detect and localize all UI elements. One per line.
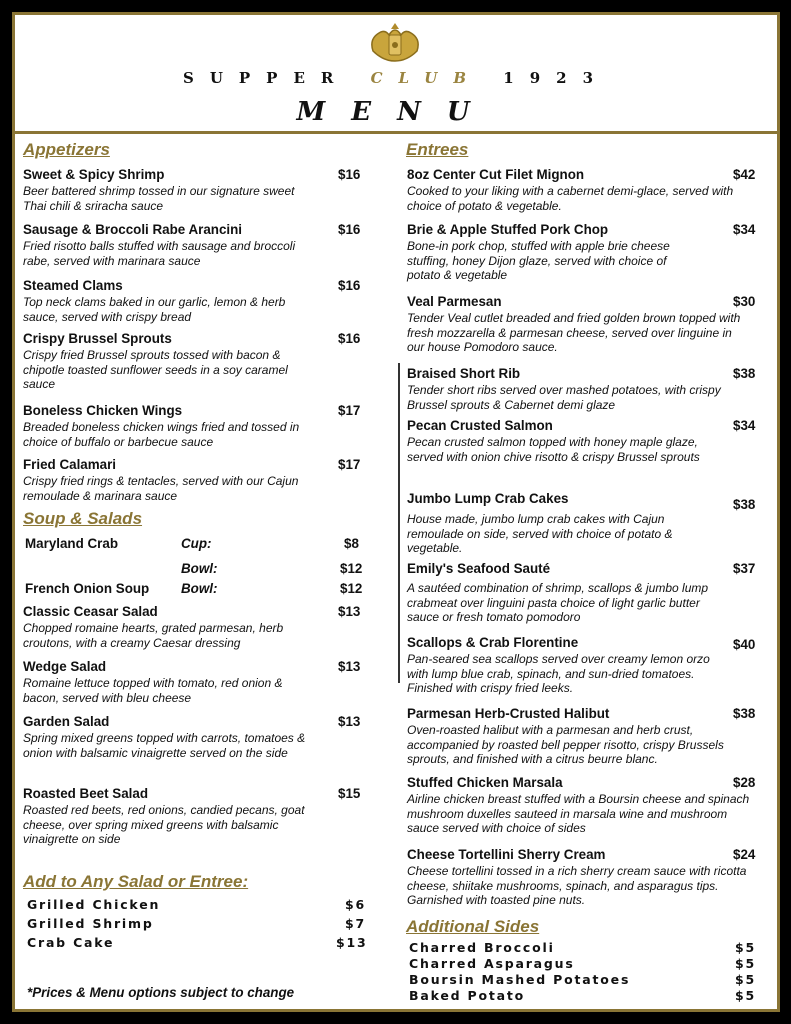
menu-item [407,775,765,836]
maryland-crab-name: Maryland Crab [25,536,119,551]
item-name: Fried Calamari [23,457,117,472]
side-price: $5 [735,956,756,971]
item-desc: Cooked to your liking with a cabernet demi-glace, served with choice of potato & vegetable. [407,184,734,213]
addon-price: $13 [336,935,368,950]
item-price: $16 [338,167,361,182]
menu-item [407,561,765,625]
item-name: Pecan Crusted Salmon [407,418,553,433]
item-desc: Fried risotto balls stuffed with sausage and broccoli rabe, served with marinara sauce [23,239,296,268]
menu-item [23,222,368,268]
item-price: $15 [338,786,361,801]
item-desc: House made, jumbo lump crab cakes with Cajun remoulade on side, served with choice of potato & vegetable. [407,512,673,555]
item-desc: A sautéed combination of shrimp, scallops & jumbo lump crabmeat over linguini pasta choice of light garlic butter sauce or fresh tomato pomodoro [407,581,709,624]
side-name: Baked Potato [409,988,526,1003]
side-name: Charred Broccoli [409,940,555,955]
item-name: Stuffed Chicken Marsala [407,775,563,790]
menu-item [407,706,765,767]
item-name: Steamed Clams [23,278,123,293]
item-price: $34 [733,418,756,433]
item-desc: Roasted red beets, red onions, candied pecans, goat cheese, over spring mixed greens with balsamic vinaigrette on side [23,803,305,846]
item-name: Cheese Tortellini Sherry Cream [407,847,606,862]
item-price: $40 [733,637,756,652]
menu-item [407,167,765,213]
menu-item [23,457,368,503]
menu-item [407,847,765,908]
item-desc: Oven-roasted halibut with a parmesan and herb crust, accompanied by roasted bell pepper risotto, crispy Brussels sprouts, and finished with a citrus beurre blanc. [407,723,724,766]
menu-item [23,278,368,324]
sides-heading: Additional Sides [406,917,540,936]
menu-item [23,659,368,705]
onion-bowl-label: Bowl: [181,581,218,596]
addon-name: Crab Cake [27,935,115,950]
addon-price: $7 [345,916,366,931]
menu-item [407,366,765,412]
menu-item [407,418,765,464]
addon-name: Grilled Chicken [27,897,161,912]
item-name: Brie & Apple Stuffed Pork Chop [407,222,609,237]
item-name: Sweet & Spicy Shrimp [23,167,165,182]
menu-page [12,12,780,1012]
item-price: $38 [733,497,756,512]
item-name: Crispy Brussel Sprouts [23,331,172,346]
column-divider [398,363,400,683]
brand-club: CLUB [370,69,483,87]
item-name: 8oz Center Cut Filet Mignon [407,167,585,182]
menu-item [407,222,765,283]
brand-year: 1923 [503,69,610,87]
brand-line [15,69,777,87]
item-price: $13 [338,604,361,619]
item-name: Sausage & Broccoli Rabe Arancini [23,222,243,237]
item-name: Parmesan Herb-Crusted Halibut [407,706,610,721]
menu-item [407,294,765,355]
brand-supper: SUPPER [182,69,350,87]
item-desc: Pan-seared sea scallops served over creamy lemon orzo with lump blue crab, spinach, and sun-dried tomatoes. Finished with crispy fried leeks. [407,652,710,695]
cup-price: $8 [344,536,359,551]
item-desc: Spring mixed greens topped with carrots, tomatoes & onion with balsamic vinaigrette served on the side [23,731,306,760]
item-desc: Beer battered shrimp tossed in our signature sweet Thai chili & sriracha sauce [23,184,295,213]
item-price: $16 [338,222,361,237]
item-price: $16 [338,278,361,293]
item-name: Garden Salad [23,714,110,729]
side-name: Charred Asparagus [409,956,575,971]
item-price: $34 [733,222,756,237]
header-rule [15,131,777,134]
addon-price: $6 [345,897,366,912]
menu-item [407,635,765,696]
bowl-price: $12 [340,561,363,576]
item-price: $38 [733,706,756,721]
side-price: $5 [735,940,756,955]
item-name: Jumbo Lump Crab Cakes [407,491,569,506]
bowl-label: Bowl: [181,561,218,576]
item-name: Boneless Chicken Wings [23,403,183,418]
item-price: $13 [338,659,361,674]
menu-item [23,714,368,760]
onion-bowl-price: $12 [340,581,363,596]
item-price: $16 [338,331,361,346]
menu-item [407,491,765,556]
item-desc: Crispy fried Brussel sprouts tossed with bacon & chipotle toasted sunflower seeds in a soy caramel sauce [23,348,288,391]
item-price: $42 [733,167,756,182]
item-price: $38 [733,366,756,381]
side-price: $5 [735,972,756,987]
menu-item [23,167,368,213]
menu-item [23,786,368,847]
item-desc: Tender short ribs served over mashed potatoes, with crispy Brussel sprouts & Cabernet demi glaze [407,383,721,412]
item-desc: Tender Veal cutlet breaded and fried golden brown topped with fresh mozzarella & parmesan cheese, served over linguine in our house Pomodoro sauce. [407,311,741,354]
item-price: $17 [338,403,361,418]
item-name: Scallops & Crab Florentine [407,635,579,650]
soups-heading: Soup & Salads [23,509,143,528]
menu-item [23,403,368,449]
item-price: $30 [733,294,756,309]
item-name: Braised Short Rib [407,366,521,381]
item-desc: Chopped romaine hearts, grated parmesan, herb croutons, with a creamy Caesar dressing [23,621,284,650]
appetizers-heading: Appetizers [23,140,110,159]
item-name: Wedge Salad [23,659,107,674]
crest-logo-icon [367,21,423,65]
item-desc: Romaine lettuce topped with tomato, red onion & bacon, served with bleu cheese [23,676,283,705]
side-name: Boursin Mashed Potatoes [409,972,631,987]
item-desc: Airline chicken breast stuffed with a Boursin cheese and spinach mushroom duxelles sauteed in marsala wine and mushroom sauce served with choice of sides [407,792,750,835]
menu-item [23,331,368,392]
disclaimer-note: *Prices & Menu options subject to change [27,985,295,1000]
item-desc: Breaded boneless chicken wings fried and tossed in choice of buffalo or barbecue sauce [23,420,300,449]
item-price: $13 [338,714,361,729]
item-desc: Crispy fried rings & tentacles, served with our Cajun remoulade & marinara sauce [23,474,299,503]
item-price: $24 [733,847,756,862]
addon-name: Grilled Shrimp [27,916,154,931]
page-title: MENU [296,97,496,127]
item-name: Roasted Beet Salad [23,786,149,801]
onion-soup-name: French Onion Soup [25,581,150,596]
cup-label: Cup: [181,536,212,551]
addons-heading: Add to Any Salad or Entree: [23,872,249,891]
item-desc: Top neck clams baked in our garlic, lemon & herb sauce, served with crispy bread [23,295,286,324]
item-desc: Bone-in pork chop, stuffed with apple brie cheese stuffing, honey Dijon glaze, served with choice of potato & vegetable [407,239,670,282]
item-price: $17 [338,457,361,472]
item-desc: Cheese tortellini tossed in a rich sherry cream sauce with ricotta cheese, shiitake mushrooms, spinach, and asparagus tips. Garnished with toasted pine nuts. [407,864,747,907]
item-price: $28 [733,775,756,790]
item-price: $37 [733,561,756,576]
entrees-heading: Entrees [406,140,469,159]
item-desc: Pecan crusted salmon topped with honey maple glaze, served with onion chive risotto & crispy Brussel sprouts [407,435,700,464]
item-name: Veal Parmesan [407,294,502,309]
item-name: Classic Ceasar Salad [23,604,158,619]
side-price: $5 [735,988,756,1003]
menu-item [23,604,368,650]
item-name: Emily's Seafood Sauté [407,561,551,576]
